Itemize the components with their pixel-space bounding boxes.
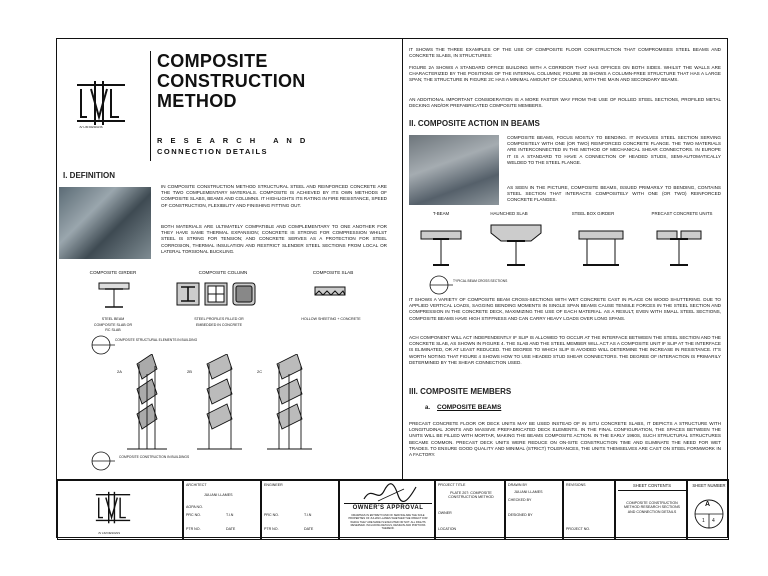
tb-logo-icon (88, 489, 148, 529)
tb-location-label: LOCATION (438, 527, 457, 531)
tb-owner-label: OWNER (438, 511, 452, 515)
tb-designed-by-label: DESIGNED BY (508, 513, 533, 517)
precast-units-icon (657, 231, 701, 265)
building-label-2a: 2A (117, 369, 122, 374)
tb-engineer-cell (261, 480, 339, 540)
tb-sheet-contents-label: SHEET CONTENTS (618, 483, 686, 491)
intro-paragraph-1: IT SHOWS THE THREE EXAMPLES OF THE USE OF COMPOSITE FLOOR CONSTRUCTION THAT COMPROMISES STEEL BEAMS AND CONCRETE SLABS, IN STRUCTURES: (409, 47, 721, 59)
title-divider (150, 51, 151, 161)
building-2b-icon (197, 354, 242, 449)
tb-sheet-number-cell (687, 480, 729, 540)
slab-label: COMPOSITE SLAB (312, 270, 354, 275)
building-2c-icon (267, 354, 312, 449)
beams-paragraph-1: COMPOSITE BEAMS, FOCUS MOSTLY TO BENDING. IT INVOLVES STEEL SECTION SERVING COMPOSITELY WITH ONE (OR TWO) REINFORCED CONCRETE FLANGE. THE TWO MATERIALS ARE INTERCONNECTED IN THE METHOD OF MECHANICAL SHEAR CONNECTORS. IN EUROPE IT IS A STANDARD TO HAVE A CONNECTION OF HEADED STUDS, SEMI-AUTOMATICALLY WELDED TO THE STEEL FLANGE. (507, 135, 721, 165)
tb-sheet-no: 1 (702, 518, 705, 524)
buildings-caption: COMPOSITE CONSTRUCTION IN BUILDINGS (119, 455, 190, 459)
tb-disclaimer: DRAWINGS IN ENTIRETY/AND OF SERVICE ARE THE SOLE PROPERTIES OF JULIANI LLAMES WHETHER THE OBJECT FOR WHICH THEY ARE MADE IS EXECUTED OR NOT. ALL RIGHTS RESERVED. INCLUDING DETAILS, DESIGNS AND PORTIONS THEREOF. (348, 514, 428, 531)
haunched-slab-icon (491, 225, 541, 265)
page-title (157, 51, 306, 111)
tb-drawn-cell (505, 480, 563, 540)
members-heading: III. COMPOSITE MEMBERS (409, 387, 512, 396)
building-label-2b: 2B (187, 369, 192, 374)
tb-engineer-date: DATE (304, 527, 314, 531)
intro-paragraph-2: FIGURE 2A SHOWS A STANDARD OFFICE BUILDING WITH A CORRIDOR THAT HAS OFFICES ON BOTH SIDES. WHILST THE WALLS ARE CHARACTERIZED BY THE POSITIONS OF THE INTERNAL COLUMNS; FIGURE 2B SHOWS A COLUMN-FREE STRUCTURE THAT HAS A LARGE SPAN; THE STRUCTURE IN FIGURE 2C HAS A MINIMAL AMOUNT OF COLUMNS, WITH THE MAIN AND SECONDARY BEAMS. (409, 65, 721, 83)
tb-aop-label: AOPA NO. (186, 505, 203, 509)
beam-sections-diagram (409, 219, 727, 275)
elements-caption-marker (91, 335, 115, 355)
subtitle-line1: R E S E A R C H A N D (157, 136, 309, 145)
t-beam-icon (421, 231, 461, 265)
tb-sheet-of: 4 (712, 518, 715, 524)
slab-caption: HOLLOW SHEETING + CONCRETE (301, 317, 361, 321)
tb-architect-label: ARCHITECT (186, 483, 207, 487)
members-sub-letter: a. (425, 405, 431, 411)
tb-revisions-label: REVISIONS (566, 483, 586, 487)
beam-type-label-3: STEEL BOX GIRDER (571, 211, 615, 216)
girder-label: COMPOSITE GIRDER (89, 270, 137, 275)
tb-project-title-value: PLATE 207: COMPOSITE CONSTRUCTION METHOD (448, 491, 494, 500)
tb-drawn-by-value: JULIANI LLAMES (514, 490, 543, 494)
definition-heading: I. DEFINITION (63, 171, 115, 180)
tb-approval-cell (339, 480, 435, 540)
column-section-icon (177, 283, 255, 305)
tb-architect-name: JULIANI LLAMES (204, 493, 233, 497)
tb-sheet-number-label: SHEET NUMBER (692, 483, 726, 488)
subtitle-line2: CONNECTION DETAILS (157, 147, 269, 156)
members-sub-heading: COMPOSITE BEAMS (437, 404, 502, 411)
building-2a-icon (127, 354, 167, 449)
title-line2: CONSTRUCTION (157, 71, 306, 91)
drawing-sheet (56, 38, 728, 538)
tb-date-label: DATE (226, 527, 236, 531)
beams-paragraph-2: AS SEEN IN THE PICTURE, COMPOSITE BEAMS, ISSUED PRIMARILY TO BENDING, CONTAINS STEEL SECTION THAT INTERACTS COMPOSITELY WITH ONE (OR TWO) REINFORCED CONCRETE FLANGES. (507, 185, 721, 203)
tb-engineer-prc: PRC NO. (264, 513, 279, 517)
tb-architect-cell (183, 480, 261, 540)
girder-caption: STEEL BEAM COMPOSITE SLAB OR RC SLAB (93, 317, 133, 332)
buildings-diagram (117, 354, 347, 454)
title-line3: METHOD (157, 91, 237, 111)
tb-project-cell (435, 480, 505, 540)
title-line1: COMPOSITE (157, 51, 268, 71)
tb-project-no-label: PROJECT NO. (566, 527, 591, 531)
buildings-caption-marker (91, 451, 115, 471)
column-label: COMPOSITE COLUMN (198, 270, 248, 275)
tb-owner-approval: OWNER'S APPROVAL (344, 503, 432, 511)
tb-revisions-cell (563, 480, 615, 540)
tb-engineer-ptr: PTR NO. (264, 527, 279, 531)
tb-sheet-letter: A (705, 501, 711, 508)
definition-paragraph-2: BOTH MATERIALS ARE ULTIMATELY COMPATIBLE AND COMPLEMENTARY TO ONE ANOTHER FOR THEY HAVE SAME THERMAL EXPANSION; CONCRETE IS STRONG FOR COMPRESSION WHILST STEEL IS STRING FOR TENSION; AND CONCRETE SERVES AS A PROTECTION FOR STEEL CORROSION, THERMAL INSULATION AND RESTRICT SLENDER STEEL SECTIONS FROM LOCAL OR LATERAL TORSIONAL BUCKLING. (161, 224, 387, 254)
tb-project-title-label: PROJECT TITLE (438, 483, 466, 487)
definition-photo (59, 187, 151, 259)
tb-logo-cell (57, 480, 183, 540)
signature-icon (360, 481, 420, 505)
tb-logo-caption: JV LIM DESIGNS (98, 531, 121, 535)
intro-paragraph-3: AN ADDITIONAL IMPORTANT CONSIDERATION IS A MORE FASTER WAY FROM THE USE OF ROLLED STEEL SECTIONS, PROFILED METAL DECKING AND/OR PREFABRICATED COMPOSITE MEMBERS. (409, 97, 721, 109)
beams-heading: II. COMPOSITE ACTION IN BEAMS (409, 119, 540, 128)
tb-drawn-by-label: DRAWN BY (508, 483, 528, 487)
tb-engineer-label: ENGINEER (264, 483, 283, 487)
tb-tin-label: T.I.N (226, 513, 234, 517)
page-subtitle (157, 135, 308, 157)
logo-caption: JV LIM DESIGNS (79, 125, 103, 129)
sections-caption-marker (429, 275, 453, 295)
definition-paragraph-1: IN COMPOSITE CONSTRUCTION METHOD STRUCTURAL STEEL AND REINFORCED CONCRETE ARE THE TWO COMPLEMENTARY MATERIALS. COMPOSITE IS ACHIEVED BY ITS OWN METHODS OF COMPOSITE SLABS, BEAMS AND COLUMNS. IT HIGHLIGHTS ITS RATING IN FIRE RESISTANCE, SPEED OF CONSTRUCTION, FLEXIBILITY AND FINISHING FITTING OUT. (161, 184, 387, 208)
column-divider (402, 39, 403, 479)
beam-type-label-2: HAUNCHED SLAB (490, 211, 528, 216)
tb-sheet-contents-cell (615, 480, 687, 540)
members-paragraph-1: PRECAST CONCRETE FLOOR OR DECK UNITS MAY BE USED INSTEAD OF IN SITU CONCRETE SLABS, IT DEPICTS A STRUCTURE WITH LONGITUDINAL JOINTS AND MASSIVE PREFABRICATED DECK ELEMENTS. IN THE FINAL CONFIGURATION, THE SPACES BETWEEN THE UNITS WILL BE FILLED WITH MORTAR, MAKING THE BEAMS COMPOSITE ACTION. IN THE EARLY 1960S, SUCH STRUCTURAL STRUCTURES BECAME COMMON. PRECAST DECK UNITS WERE REDUCE ON ON-SITE CONSTRUCTION TIME AND ELIMINATE THE NEED FOR WET TRADES. TO ENSURE GOOD QUALITY AND MINIMAL (STRICT) TOLERANCES, THE UNITS THEMSELVES ARE CAST ON STEEL FORMWORK IN A FACTORY. (409, 421, 721, 458)
girder-section-icon (99, 283, 129, 307)
title-block (57, 479, 729, 540)
beam-type-label-1: T-BEAM (432, 211, 450, 216)
steel-box-girder-icon (579, 231, 623, 265)
beams-photo (409, 135, 499, 205)
tb-checked-by-label: CHECKED BY (508, 498, 532, 502)
column-caption: STEEL PROFILES FILLED OR EMBEDDED IN CONCRETE (194, 317, 244, 327)
beams-paragraph-4: ACH COMPONENT WILL ACT INDEPENDENTLY IF SLIP IS ALLOWED TO OCCUR AT THE INTERFACE BETWEEN THE STEEL SECTION AND THE CONCRETE SLAB, AS SHOWN IN FIGURE 4. THE SLAB AND THE STEEL MEMBER WILL ACT AS A COMPOSITE UNIT IF SLIP AT THE INTERFACE IS ELIMINATED, OR AT LEAST REDUCED. THE DEGREE TO WHICH SLIP IS AVOIDED WILL DETERMINE THE INCREASE IN RESISTANCE. IT'S WORTH NOTING THAT FIGURE 4 SHOWS HOW TO USE HEADED STUD SHEAR CONNECTORS. THE DEGREE OF INTERACTION IS PRIMARILY DETERMINED BY THE SHEAR CONNECTION USED. (409, 335, 721, 365)
building-label-2c: 2C (257, 369, 263, 374)
tb-prc-label: PRC NO. (186, 513, 201, 517)
tb-sheet-contents-value: COMPOSITE CONSTRUCTION METHOD RESEARCH SECTIONS AND CONNECTION DETAILS (624, 501, 680, 514)
beam-type-label-4: PRECAST CONCRETE UNITS (651, 211, 713, 216)
beams-paragraph-3: IT SHOWS A VARIETY OF COMPOSITE BEAM CROSS-SECTIONS WITH WET CONCRETE CAST IN PLACE ON WOOD SHUTTERING. DUE TO APPLIED VERTICAL LOADS, SAGGING BENDING MOMENTS IN SINGLE SPAN BEAMS CAUSE TENSILE FORCES IN THE STEEL SECTION AND COMPRESSION IN THE CONCRETE DECK, MAXIMIZING THE USE OF EACH MATERIAL. AS A RESULT, EVEN WITH SMALL STEEL SECTIONS, COMPOSITE BEAMS HAVE HIGH STIFFNESS AND CAN CARRY HEAVY LOADS OVER LONG SPANS. (409, 297, 721, 321)
elements-caption: COMPOSITE STRUCTURAL ELEMENTS IN BUILDING (115, 338, 198, 342)
slab-section-icon (315, 287, 345, 295)
sections-caption: TYPICAL BEAM CROSS SECTIONS (453, 279, 508, 283)
tb-ptr-label: PTR NO. (186, 527, 201, 531)
tb-engineer-tin: T.I.N (304, 513, 312, 517)
